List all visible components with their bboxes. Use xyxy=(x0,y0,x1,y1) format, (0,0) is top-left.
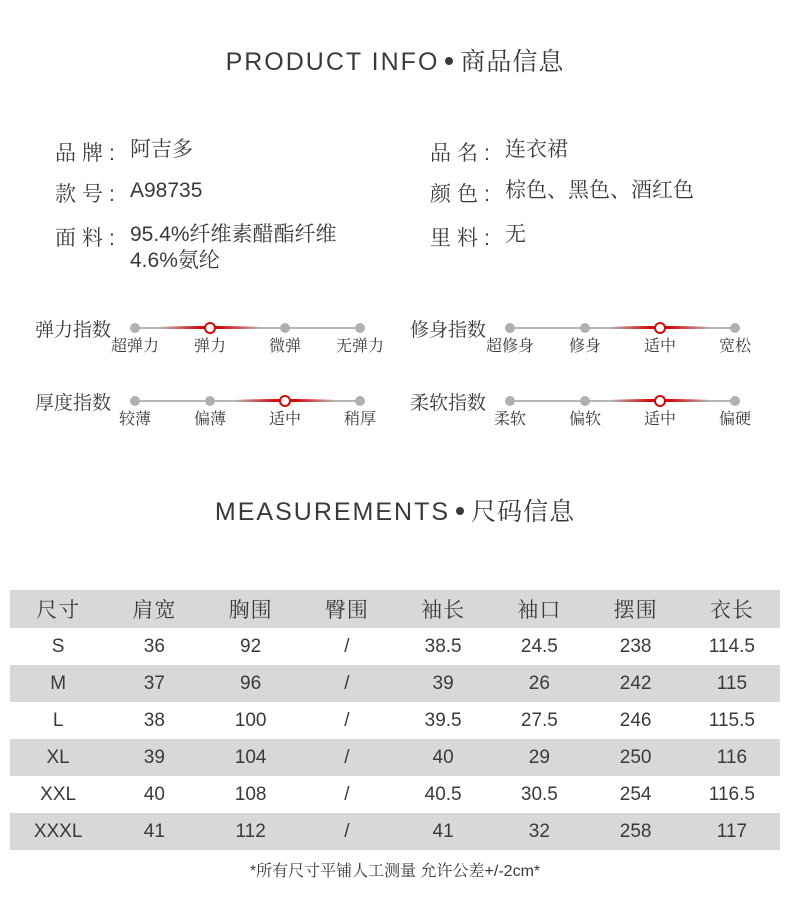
index-title: 柔软指数 xyxy=(410,393,487,414)
table-cell: / xyxy=(299,776,395,813)
index-option-label: 弹力 xyxy=(193,338,227,355)
table-cell: 27.5 xyxy=(491,702,587,739)
style-value: A98735 xyxy=(130,179,203,202)
table-cell: 38.5 xyxy=(395,628,491,665)
index-marker xyxy=(730,396,740,406)
table-row xyxy=(10,813,780,850)
index-option-label: 修身 xyxy=(568,338,602,355)
table-cell: / xyxy=(299,702,395,739)
measurement-note: *所有尺寸平铺人工测量 允许公差+/-2cm* xyxy=(249,863,541,880)
table-row xyxy=(10,739,780,776)
table-cell: 36 xyxy=(106,628,202,665)
table-cell: 112 xyxy=(203,813,299,850)
index-title: 修身指数 xyxy=(410,320,487,341)
table-cell: 41 xyxy=(395,813,491,850)
table-cell: 39 xyxy=(106,739,202,776)
index-option-label: 适中 xyxy=(643,411,677,428)
thickness-index xyxy=(35,388,395,438)
fabric-label: 面料: xyxy=(55,227,121,250)
column-header: 袖口 xyxy=(491,590,587,628)
table-cell: 40.5 xyxy=(395,776,491,813)
table-row xyxy=(10,702,780,739)
color-label: 颜色: xyxy=(430,183,496,206)
measurements-title-en: MEASUREMENTS xyxy=(214,498,451,526)
table-cell: 250 xyxy=(588,739,684,776)
elasticity-index xyxy=(35,315,395,365)
measurements-heading xyxy=(0,492,790,528)
table-cell: 41 xyxy=(106,813,202,850)
table-cell: 92 xyxy=(203,628,299,665)
table-cell: 39 xyxy=(395,665,491,702)
softness-index xyxy=(410,388,770,438)
table-cell: 40 xyxy=(395,739,491,776)
product-info-title-zh: 商品信息 xyxy=(460,48,565,76)
color-value: 棕色、黑色、酒红色 xyxy=(505,179,694,202)
bullet-dot-icon xyxy=(445,57,453,65)
fit-index xyxy=(410,315,770,365)
size-cell: M xyxy=(10,665,106,702)
size-table-body xyxy=(10,628,780,850)
table-cell: 114.5 xyxy=(684,628,780,665)
size-cell: S xyxy=(10,628,106,665)
bullet-dot-icon xyxy=(456,507,464,515)
brand-label: 品牌: xyxy=(55,142,121,165)
index-marker xyxy=(355,323,365,333)
index-marker xyxy=(505,396,515,406)
table-cell: 26 xyxy=(491,665,587,702)
table-cell: 238 xyxy=(588,628,684,665)
index-marker xyxy=(355,396,365,406)
table-cell: 100 xyxy=(203,702,299,739)
table-cell: 115.5 xyxy=(684,702,780,739)
index-marker xyxy=(505,323,515,333)
table-cell: 116.5 xyxy=(684,776,780,813)
index-marker xyxy=(205,396,215,406)
table-cell: 246 xyxy=(588,702,684,739)
index-option-label: 宽松 xyxy=(718,338,752,355)
table-row xyxy=(10,776,780,813)
size-cell: XXL xyxy=(10,776,106,813)
column-header: 衣长 xyxy=(684,590,780,628)
index-title: 厚度指数 xyxy=(35,393,112,414)
index-title: 弹力指数 xyxy=(35,320,112,341)
brand-value: 阿吉多 xyxy=(130,138,193,161)
table-cell: 117 xyxy=(684,813,780,850)
index-option-label: 较薄 xyxy=(118,411,152,428)
index-marker xyxy=(280,323,290,333)
measurements-title-zh: 尺码信息 xyxy=(471,498,576,526)
table-cell: / xyxy=(299,739,395,776)
index-option-label: 适中 xyxy=(643,338,677,355)
table-cell: 258 xyxy=(588,813,684,850)
column-header: 尺寸 xyxy=(10,590,106,628)
column-header: 肩宽 xyxy=(106,590,202,628)
fabric-value xyxy=(130,222,337,274)
table-cell: 30.5 xyxy=(491,776,587,813)
table-cell: / xyxy=(299,628,395,665)
table-cell: / xyxy=(299,813,395,850)
size-table xyxy=(10,590,780,850)
table-cell: 104 xyxy=(203,739,299,776)
style-label: 款号: xyxy=(55,183,121,206)
table-cell: 39.5 xyxy=(395,702,491,739)
product-info-heading xyxy=(0,42,790,78)
lining-label: 里料: xyxy=(430,227,496,250)
index-option-label: 偏软 xyxy=(568,411,602,428)
lining-value: 无 xyxy=(505,223,526,246)
index-option-label: 偏薄 xyxy=(193,411,227,428)
index-option-label: 偏硬 xyxy=(718,411,752,428)
index-marker xyxy=(130,323,140,333)
table-cell: 116 xyxy=(684,739,780,776)
fabric-line-1: 95.4%纤维素醋酯纤维 xyxy=(130,223,337,246)
size-cell: XL xyxy=(10,739,106,776)
index-option-label: 超修身 xyxy=(485,338,535,355)
index-marker xyxy=(580,396,590,406)
index-marker xyxy=(130,396,140,406)
table-row xyxy=(10,628,780,665)
table-cell: 40 xyxy=(106,776,202,813)
index-option-label: 柔软 xyxy=(493,411,527,428)
column-header: 胸围 xyxy=(203,590,299,628)
table-cell: 29 xyxy=(491,739,587,776)
table-cell: 254 xyxy=(588,776,684,813)
index-option-label: 超弹力 xyxy=(110,338,160,355)
name-value: 连衣裙 xyxy=(505,138,568,161)
index-option-label: 稍厚 xyxy=(343,411,377,428)
product-info-title-en: PRODUCT INFO xyxy=(225,48,440,76)
name-label: 品名: xyxy=(430,142,496,165)
index-marker xyxy=(730,323,740,333)
table-cell: 242 xyxy=(588,665,684,702)
table-cell: 96 xyxy=(203,665,299,702)
table-row xyxy=(10,665,780,702)
index-option-label: 无弹力 xyxy=(335,338,385,355)
column-header: 袖长 xyxy=(395,590,491,628)
table-cell: 115 xyxy=(684,665,780,702)
size-table-header xyxy=(10,590,780,628)
table-cell: 37 xyxy=(106,665,202,702)
size-cell: L xyxy=(10,702,106,739)
index-option-label: 微弹 xyxy=(268,338,302,355)
table-cell: / xyxy=(299,665,395,702)
table-cell: 108 xyxy=(203,776,299,813)
table-cell: 38 xyxy=(106,702,202,739)
index-option-label: 适中 xyxy=(268,411,302,428)
fabric-line-2: 4.6%氨纶 xyxy=(130,249,220,272)
table-cell: 24.5 xyxy=(491,628,587,665)
column-header: 臀围 xyxy=(299,590,395,628)
index-marker xyxy=(580,323,590,333)
size-cell: XXXL xyxy=(10,813,106,850)
table-cell: 32 xyxy=(491,813,587,850)
column-header: 摆围 xyxy=(588,590,684,628)
